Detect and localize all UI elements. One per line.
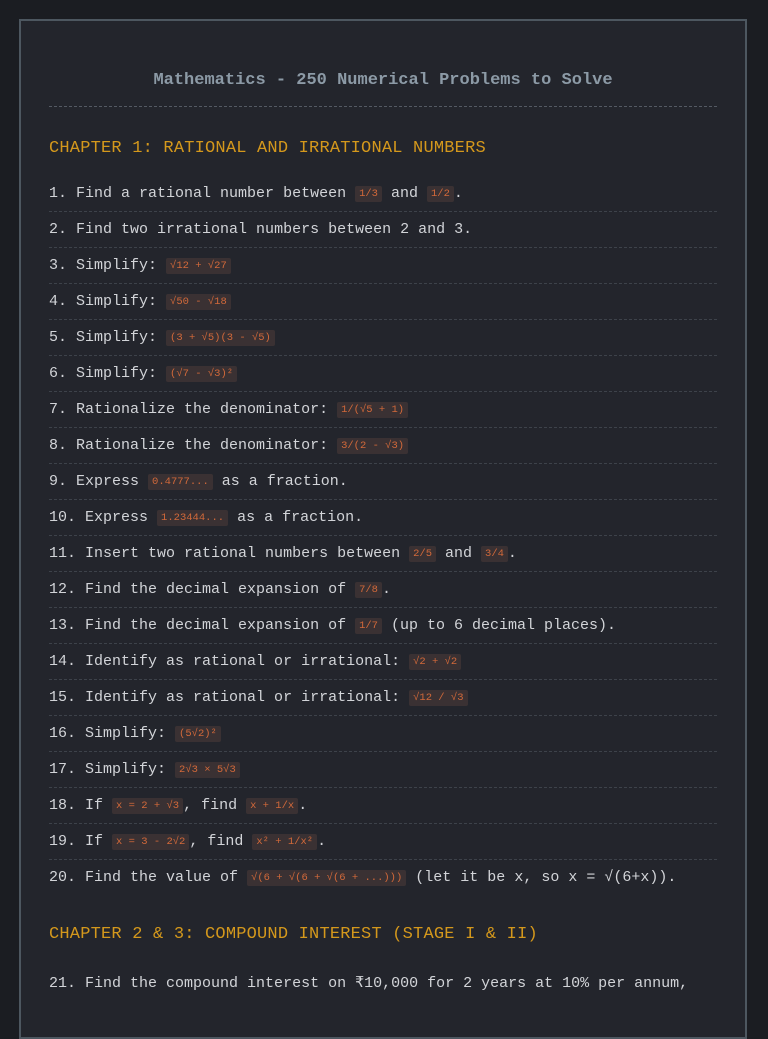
problem-text: . [317, 833, 327, 850]
problem-text: . [381, 581, 391, 598]
problem-item [49, 680, 717, 716]
problem-text: Rationalize the denominator: [76, 437, 338, 454]
problem-text: If [85, 833, 113, 850]
problem-number: 15. [49, 689, 77, 706]
problem-text: Identify as rational or irrational: [85, 653, 410, 670]
math-expression: √50 - √18 [166, 294, 231, 310]
math-expression: (5√2)² [175, 726, 221, 742]
problem-text: . [453, 185, 463, 202]
problem-text: Find a rational number between [76, 185, 356, 202]
math-expression: (√7 - √3)² [166, 366, 237, 382]
problem-text: . [298, 797, 308, 814]
math-expression: √2 + √2 [409, 654, 461, 670]
math-expression: x² + 1/x² [252, 834, 317, 850]
math-expression: 3/4 [481, 546, 508, 562]
problem-text: (up to 6 decimal places). [381, 617, 617, 634]
problem-list [49, 966, 717, 1001]
document-page [19, 19, 747, 1039]
problem-item [49, 716, 717, 752]
problem-text: Express [76, 473, 149, 490]
problem-text: Simplify: [76, 257, 167, 274]
problem-text: as a fraction. [228, 509, 364, 526]
problem-item [49, 824, 717, 860]
problem-number: 12. [49, 581, 77, 598]
math-expression: 7/8 [355, 582, 382, 598]
problem-number: 4. [49, 293, 68, 310]
problem-number: 11. [49, 545, 77, 562]
problem-text: Rationalize the denominator: [76, 401, 338, 418]
problem-number: 5. [49, 329, 68, 346]
math-expression: (3 + √5)(3 - √5) [166, 330, 275, 346]
problem-number: 8. [49, 437, 68, 454]
problem-text: , find [189, 833, 253, 850]
math-expression: 1/2 [427, 186, 454, 202]
math-expression: 1/(√5 + 1) [337, 402, 408, 418]
problem-item [49, 966, 717, 1001]
problem-item [49, 248, 717, 284]
problem-text: Express [85, 509, 158, 526]
problem-text: Simplify: [85, 761, 176, 778]
problem-number: 6. [49, 365, 68, 382]
math-expression: x + 1/x [246, 798, 298, 814]
problem-item [49, 464, 717, 500]
chapter-heading: CHAPTER 2 & 3: COMPOUND INTEREST (STAGE I & II) [49, 925, 538, 944]
problem-item [49, 320, 717, 356]
math-expression: x = 2 + √3 [112, 798, 183, 814]
math-expression: 1/3 [355, 186, 382, 202]
problem-number: 14. [49, 653, 77, 670]
problem-item [49, 500, 717, 536]
problem-text: Find the decimal expansion of [85, 581, 356, 598]
problem-number: 21. [49, 975, 77, 992]
math-expression: 1.23444... [157, 510, 228, 526]
problem-item [49, 212, 717, 248]
problem-item [49, 572, 717, 608]
math-expression: √12 / √3 [409, 690, 467, 706]
problem-text: Find two irrational numbers between 2 and 3. [76, 221, 473, 238]
math-expression: 2√3 × 5√3 [175, 762, 240, 778]
problem-item [49, 752, 717, 788]
problem-number: 16. [49, 725, 77, 742]
math-expression: 3/(2 - √3) [337, 438, 408, 454]
chapter-heading: CHAPTER 1: RATIONAL AND IRRATIONAL NUMBERS [49, 139, 486, 158]
problem-number: 18. [49, 797, 77, 814]
problem-text: Find the value of [85, 869, 248, 886]
math-expression: 2/5 [409, 546, 436, 562]
problem-item [49, 428, 717, 464]
problem-number: 20. [49, 869, 77, 886]
problem-text: and [436, 545, 482, 562]
problem-text: Simplify: [85, 725, 176, 742]
problem-text: Find the compound interest on ₹10,000 for 2 years at 10% per annum, [85, 975, 689, 992]
problem-number: 7. [49, 401, 68, 418]
problem-number: 10. [49, 509, 77, 526]
problem-text: Identify as rational or irrational: [85, 689, 410, 706]
problem-text: Simplify: [76, 293, 167, 310]
math-expression: √12 + √27 [166, 258, 231, 274]
math-expression: 0.4777... [148, 474, 213, 490]
math-expression: x = 3 - 2√2 [112, 834, 189, 850]
problem-text: . [507, 545, 517, 562]
problem-text: and [381, 185, 427, 202]
math-expression: √(6 + √(6 + √(6 + ...))) [247, 870, 406, 886]
problem-number: 1. [49, 185, 68, 202]
problem-text: Simplify: [76, 329, 167, 346]
problem-item [49, 608, 717, 644]
problem-text: Insert two rational numbers between [85, 545, 410, 562]
problem-text: If [85, 797, 113, 814]
problem-item [49, 860, 717, 895]
problem-item [49, 284, 717, 320]
problem-item [49, 392, 717, 428]
problem-text: , find [183, 797, 247, 814]
problem-list [49, 176, 717, 895]
problem-number: 13. [49, 617, 77, 634]
problem-number: 17. [49, 761, 77, 778]
problem-item [49, 536, 717, 572]
math-expression: 1/7 [355, 618, 382, 634]
problem-number: 9. [49, 473, 68, 490]
problem-text: Simplify: [76, 365, 167, 382]
problem-text: as a fraction. [212, 473, 348, 490]
problem-number: 3. [49, 257, 68, 274]
problem-item [49, 788, 717, 824]
problem-item [49, 176, 717, 212]
problem-item [49, 644, 717, 680]
problem-item [49, 356, 717, 392]
problem-number: 19. [49, 833, 77, 850]
page-title: Mathematics - 250 Numerical Problems to Solve [49, 71, 717, 107]
problem-text: Find the decimal expansion of [85, 617, 356, 634]
problem-text: (let it be x, so x = √(6+x)). [406, 869, 677, 886]
problem-number: 2. [49, 221, 68, 238]
